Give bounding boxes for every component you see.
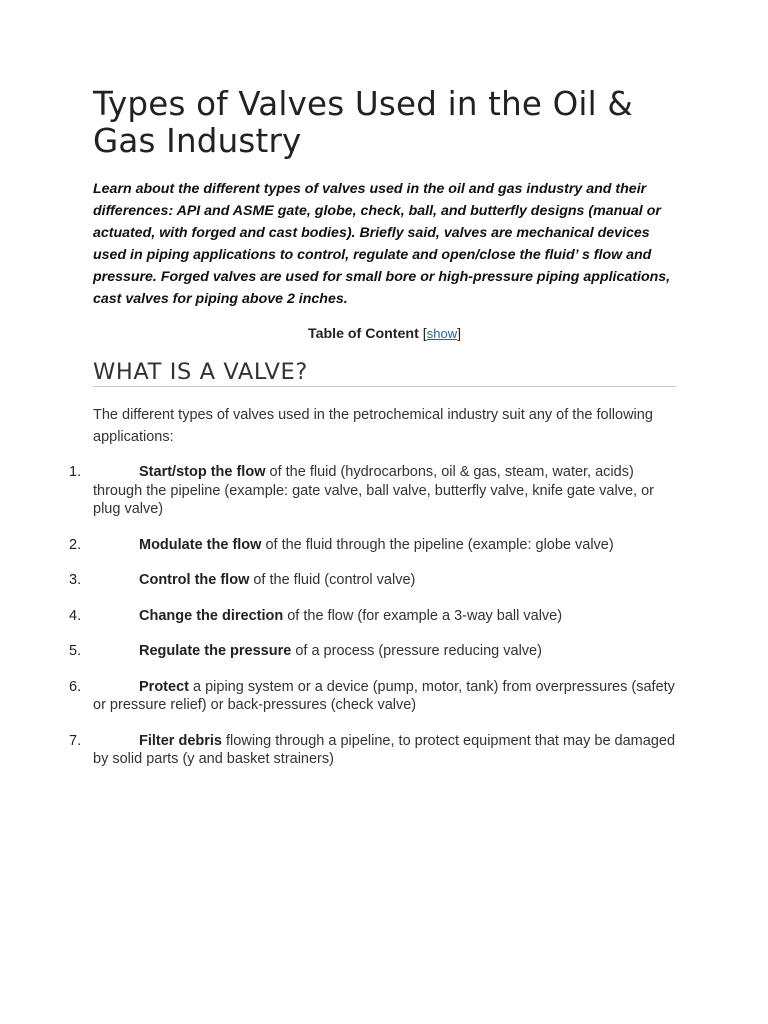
toc-title: Table of Content (307, 326, 419, 342)
toc-bracket-close: ] (457, 326, 462, 342)
list-item-number: 2. (69, 536, 82, 553)
list-item (69, 732, 676, 769)
list-item-number: 1. (69, 464, 82, 480)
section-heading: WHAT IS A VALVE? (93, 358, 676, 387)
list-item (69, 536, 676, 555)
list-item-text: of the flow (for example a 3-way ball valve) (283, 607, 563, 624)
list-item-text: a piping system or a device (pump, motor, tank) from overpressures (safety or pressure relief) or back-pressures (check valve) (93, 678, 675, 713)
list-item-text: of a process (pressure reducing valve) (291, 643, 542, 659)
document-page (69, 85, 676, 786)
list-item-bold: Filter debris (139, 732, 222, 749)
list-item-bold: Start/stop the flow (139, 464, 266, 480)
toc-bracket-open: [ (422, 326, 427, 342)
toc-show-link[interactable]: show (426, 326, 458, 341)
list-item-number: 7. (69, 732, 82, 749)
list-item (69, 678, 676, 715)
applications-list (69, 463, 676, 769)
list-item (69, 571, 676, 590)
list-item-text: of the fluid (control valve) (249, 572, 416, 588)
list-item (69, 607, 676, 626)
list-item-bold: Protect (139, 678, 189, 695)
list-item (69, 463, 676, 519)
list-item-number: 6. (69, 678, 82, 695)
list-item-text: of the fluid through the pipeline (example: globe valve) (261, 536, 614, 553)
list-item-number: 3. (69, 572, 82, 588)
list-item (69, 642, 676, 661)
section-intro: The different types of valves used in the petrochemical industry suit any of the following applications: (93, 407, 653, 445)
page-title: Types of Valves Used in the Oil & Gas Industry (93, 85, 633, 160)
list-item-bold: Modulate the flow (139, 536, 262, 553)
intro-paragraph: Learn about the different types of valves used in the oil and gas industry and their differences: API and ASME gate, globe, check, ball, and butterfly designs (manual or actuated, with forged and cast bodies). Briefly said, valves are mechanical devices used in piping applications to control, regulate and open/close the fluid’ s flow and pressure. Forged valves are used for small bore or high-pressure piping applications, cast valves for piping above 2 inches. (93, 181, 671, 307)
table-of-contents (93, 324, 676, 344)
list-item-bold: Regulate the pressure (139, 643, 292, 659)
list-item-number: 4. (69, 607, 82, 624)
list-item-bold: Control the flow (139, 572, 250, 588)
list-item-text: of the fluid (hydrocarbons, oil & gas, steam, water, acids) through the pipeline (example: gate valve, ball valve, butterfly valve, knife gate valve, or plug valve) (93, 464, 654, 517)
list-item-number: 5. (69, 643, 82, 659)
list-item-text: flowing through a pipeline, to protect equipment that may be damaged by solid parts (y and basket strainers) (93, 732, 676, 767)
list-item-bold: Change the direction (139, 607, 284, 624)
